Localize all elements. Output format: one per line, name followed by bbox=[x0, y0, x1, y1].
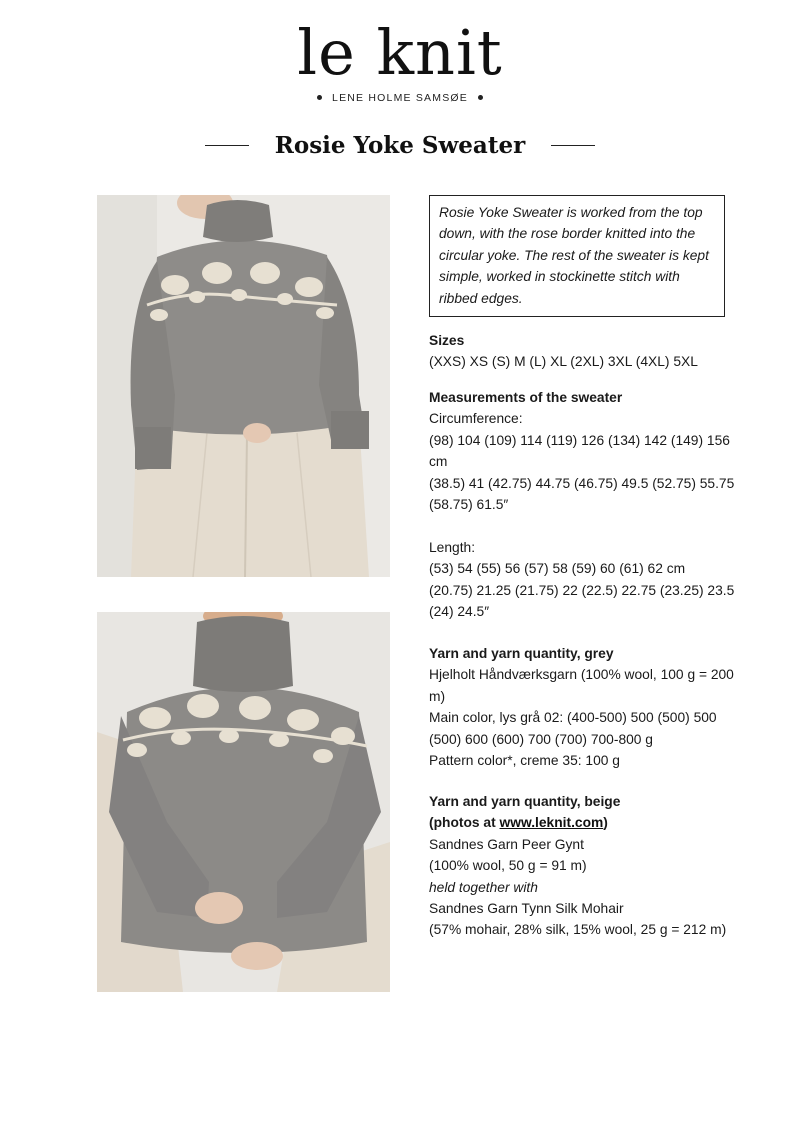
title-row bbox=[0, 128, 800, 162]
designer-name bbox=[0, 92, 800, 104]
sizes-value: (XXS) XS (S) M (L) XL (2XL) 3XL (4XL) 5XL bbox=[429, 354, 698, 370]
sweater-illustration bbox=[97, 612, 390, 992]
sweater-photo-seated bbox=[97, 612, 390, 992]
sizes-section bbox=[429, 330, 749, 373]
designer-label: LENE HOLME SAMSØE bbox=[332, 92, 468, 104]
sweater-photo-standing bbox=[97, 195, 390, 577]
brand-logo: le knit bbox=[297, 16, 503, 89]
page-title: Rosie Yoke Sweater bbox=[274, 131, 526, 159]
title-rule-right bbox=[551, 145, 595, 146]
intro-description: Rosie Yoke Sweater is worked from the top down, with the rose border knitted into the circular yoke. The rest of the sweater is kept simple, worked in stockinette stitch with ribbed edges. bbox=[429, 195, 725, 317]
yarn-grey-pattern-color: Pattern color*, creme 35: 100 g bbox=[429, 753, 620, 769]
length-section bbox=[429, 537, 745, 623]
yarn-beige-section bbox=[429, 791, 749, 941]
title-rule-left bbox=[205, 145, 249, 146]
measurements-heading: Measurements of the sweater bbox=[429, 390, 623, 405]
leknit-link[interactable]: www.leknit.com bbox=[499, 815, 604, 831]
length-label: Length: bbox=[429, 540, 476, 555]
brand-header bbox=[0, 18, 800, 104]
yarn-beige-type1: Sandnes Garn Peer Gynt bbox=[429, 836, 584, 852]
yarn-grey-section bbox=[429, 643, 745, 771]
circumference-in: (38.5) 41 (42.75) 44.75 (46.75) 49.5 (52.75) 55.75 (58.75) 61.5″ bbox=[429, 475, 735, 513]
held-together-note: held together with bbox=[429, 879, 538, 895]
dot-icon bbox=[478, 95, 483, 100]
dot-icon bbox=[317, 95, 322, 100]
photos-note bbox=[429, 812, 749, 833]
yarn-beige-type1-detail: (100% wool, 50 g = 91 m) bbox=[429, 858, 587, 874]
yarn-grey-type: Hjelholt Håndværksgarn (100% wool, 100 g = 200 m) bbox=[429, 667, 734, 704]
yarn-beige-type2-detail: (57% mohair, 28% silk, 15% wool, 25 g = 212 m) bbox=[429, 922, 727, 938]
yarn-beige-heading: Yarn and yarn quantity, beige bbox=[429, 794, 621, 809]
photos-suffix: ) bbox=[603, 815, 608, 831]
yarn-grey-heading: Yarn and yarn quantity, grey bbox=[429, 646, 614, 661]
yarn-beige-type2: Sandnes Garn Tynn Silk Mohair bbox=[429, 901, 624, 917]
circumference-cm: (98) 104 (109) 114 (119) 126 (134) 142 (149) 156 cm bbox=[429, 432, 730, 470]
yarn-grey-main-color: Main color, lys grå 02: (400-500) 500 (500) 500 (500) 600 (600) 700 (700) 700-800 g bbox=[429, 710, 717, 747]
sweater-illustration bbox=[97, 195, 390, 577]
length-in: (20.75) 21.25 (21.75) 22 (22.5) 22.75 (23.25) 23.5 (24) 24.5″ bbox=[429, 582, 735, 620]
sizes-heading: Sizes bbox=[429, 333, 465, 348]
measurements-section bbox=[429, 387, 745, 515]
photos-prefix: (photos at bbox=[429, 815, 500, 831]
circumference-label: Circumference: bbox=[429, 411, 523, 427]
length-cm: (53) 54 (55) 56 (57) 58 (59) 60 (61) 62 cm bbox=[429, 561, 686, 577]
